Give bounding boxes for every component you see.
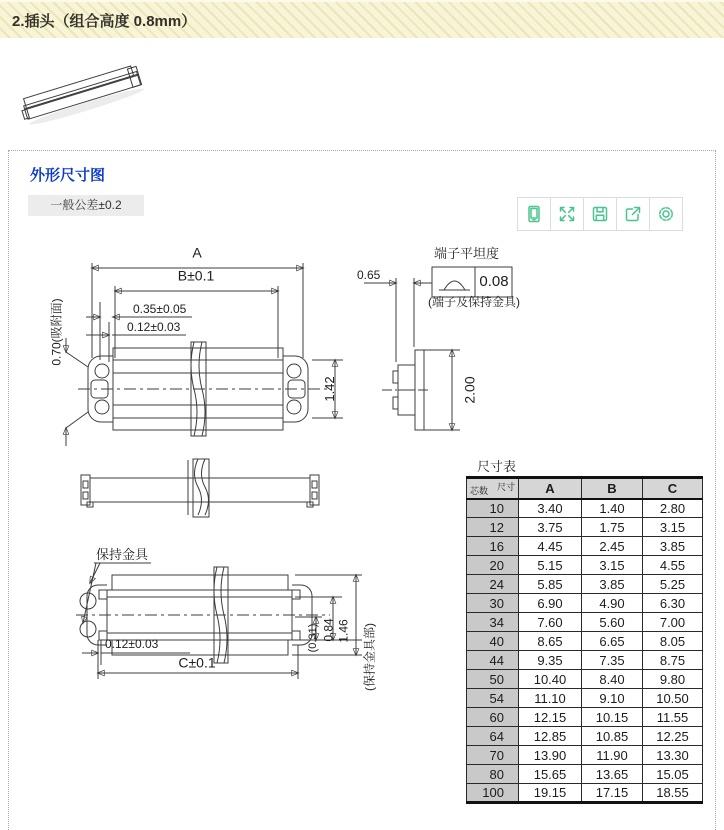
cell-dim-c: 8.05 bbox=[643, 632, 703, 651]
cell-dim-a: 10.40 bbox=[519, 670, 582, 689]
dim-label-084: 0.84 bbox=[321, 618, 336, 642]
cell-pin-count: 44 bbox=[467, 651, 519, 670]
table-row bbox=[467, 518, 703, 537]
cell-dim-a: 5.85 bbox=[519, 575, 582, 594]
cell-pin-count: 30 bbox=[467, 594, 519, 613]
dim-label-c: C±0.1 bbox=[178, 654, 216, 671]
fullscreen-button[interactable] bbox=[550, 197, 584, 231]
dim-label-142: 1.42 bbox=[321, 376, 337, 402]
cell-dim-a: 4.45 bbox=[519, 537, 582, 556]
cell-dim-a: 12.85 bbox=[519, 727, 582, 746]
cell-dim-c: 8.75 bbox=[643, 651, 703, 670]
save-button[interactable] bbox=[583, 197, 617, 231]
cell-dim-b: 11.90 bbox=[582, 746, 643, 765]
flatness-symbol bbox=[439, 281, 470, 290]
table-row bbox=[467, 727, 703, 746]
dim-label-200: 2.00 bbox=[461, 376, 478, 404]
table-row bbox=[467, 708, 703, 727]
cell-pin-count: 50 bbox=[467, 670, 519, 689]
cell-dim-b: 1.40 bbox=[582, 499, 643, 518]
table-row bbox=[467, 651, 703, 670]
cell-pin-count: 54 bbox=[467, 689, 519, 708]
export-button[interactable] bbox=[616, 197, 650, 231]
cell-dim-b: 1.75 bbox=[582, 518, 643, 537]
dim-label-031: (0.31) bbox=[306, 623, 319, 653]
table-title: 尺寸表 bbox=[477, 459, 517, 474]
column-header-c: C bbox=[643, 478, 703, 499]
corner-label-pins: 芯数 bbox=[470, 485, 489, 496]
section-title: 外形尺寸图 bbox=[30, 167, 106, 184]
cell-dim-b: 7.35 bbox=[582, 651, 643, 670]
cell-dim-b: 3.15 bbox=[582, 556, 643, 575]
cell-dim-c: 5.25 bbox=[643, 575, 703, 594]
cell-pin-count: 16 bbox=[467, 537, 519, 556]
cell-dim-b: 10.85 bbox=[582, 727, 643, 746]
cell-pin-count: 64 bbox=[467, 727, 519, 746]
cell-dim-c: 3.85 bbox=[643, 537, 703, 556]
cell-dim-a: 8.65 bbox=[519, 632, 582, 651]
cell-pin-count: 100 bbox=[467, 784, 519, 803]
dim-label-065: 0.65 bbox=[357, 268, 381, 282]
settings-button[interactable] bbox=[649, 197, 683, 231]
cell-dim-c: 10.50 bbox=[643, 689, 703, 708]
cell-dim-c: 13.30 bbox=[643, 746, 703, 765]
cell-pin-count: 70 bbox=[467, 746, 519, 765]
flatness-note: (端子及保持金具) bbox=[428, 295, 520, 309]
dim-label-b: B±0.1 bbox=[177, 267, 215, 284]
dimension-table bbox=[466, 476, 703, 804]
flatness-title: 端子平坦度 bbox=[434, 246, 500, 261]
cell-pin-count: 24 bbox=[467, 575, 519, 594]
dim-label-035: 0.35±0.05 bbox=[133, 302, 187, 316]
save-icon bbox=[590, 204, 610, 224]
cell-dim-c: 9.80 bbox=[643, 670, 703, 689]
cell-dim-a: 19.15 bbox=[519, 784, 582, 803]
cell-pin-count: 10 bbox=[467, 499, 519, 518]
table-row bbox=[467, 499, 703, 518]
cell-dim-b: 3.85 bbox=[582, 575, 643, 594]
label-suction-face: 0.70(吸附面) bbox=[49, 298, 64, 366]
table-row bbox=[467, 670, 703, 689]
table-row bbox=[467, 784, 703, 803]
cell-dim-c: 11.55 bbox=[643, 708, 703, 727]
cell-dim-b: 5.60 bbox=[582, 613, 643, 632]
mobile-preview-icon bbox=[524, 204, 544, 224]
settings-icon bbox=[656, 204, 676, 224]
cell-pin-count: 20 bbox=[467, 556, 519, 575]
cell-dim-c: 2.80 bbox=[643, 499, 703, 518]
cell-dim-b: 9.10 bbox=[582, 689, 643, 708]
fullscreen-icon bbox=[557, 204, 577, 224]
dim-label-a: A bbox=[192, 244, 202, 261]
cell-dim-a: 15.65 bbox=[519, 765, 582, 784]
cell-dim-b: 6.65 bbox=[582, 632, 643, 651]
cell-dim-b: 13.65 bbox=[582, 765, 643, 784]
mobile-preview-button[interactable] bbox=[517, 197, 551, 231]
product-photo bbox=[12, 52, 157, 144]
cell-dim-a: 11.10 bbox=[519, 689, 582, 708]
cell-pin-count: 80 bbox=[467, 765, 519, 784]
cell-pin-count: 60 bbox=[467, 708, 519, 727]
cell-dim-a: 12.15 bbox=[519, 708, 582, 727]
drawing-toolbar bbox=[518, 197, 683, 231]
table-row bbox=[467, 689, 703, 708]
cell-dim-b: 10.15 bbox=[582, 708, 643, 727]
column-header-a: A bbox=[519, 478, 582, 499]
column-header-b: B bbox=[582, 478, 643, 499]
tolerance-badge: 一般公差±0.2 bbox=[28, 195, 144, 216]
flatness-value: 0.08 bbox=[479, 272, 509, 290]
cell-dim-c: 15.05 bbox=[643, 765, 703, 784]
cell-dim-c: 12.25 bbox=[643, 727, 703, 746]
table-row bbox=[467, 556, 703, 575]
fitting-part-label: (保持金具部) bbox=[362, 623, 377, 691]
cell-dim-a: 6.90 bbox=[519, 594, 582, 613]
cell-dim-c: 18.55 bbox=[643, 784, 703, 803]
cell-dim-c: 4.55 bbox=[643, 556, 703, 575]
cell-dim-c: 6.30 bbox=[643, 594, 703, 613]
table-row bbox=[467, 594, 703, 613]
cell-pin-count: 12 bbox=[467, 518, 519, 537]
export-icon bbox=[623, 204, 643, 224]
cell-dim-c: 3.15 bbox=[643, 518, 703, 537]
table-row bbox=[467, 632, 703, 651]
corner-label-size: 尺寸 bbox=[496, 482, 515, 492]
cell-dim-a: 9.35 bbox=[519, 651, 582, 670]
cell-dim-a: 3.40 bbox=[519, 499, 582, 518]
table-corner-cell bbox=[467, 478, 519, 499]
cell-dim-b: 17.15 bbox=[582, 784, 643, 803]
table-row bbox=[467, 746, 703, 765]
section-header-bar bbox=[0, 0, 724, 38]
cell-pin-count: 34 bbox=[467, 613, 519, 632]
dim-label-146: 1.46 bbox=[336, 619, 351, 643]
table-row bbox=[467, 537, 703, 556]
cell-dim-a: 3.75 bbox=[519, 518, 582, 537]
cell-dim-a: 7.60 bbox=[519, 613, 582, 632]
table-row bbox=[467, 575, 703, 594]
table-row bbox=[467, 613, 703, 632]
cell-dim-b: 2.45 bbox=[582, 537, 643, 556]
page-title: 2.插头（组合高度 0.8mm） bbox=[12, 12, 197, 30]
cell-dim-a: 5.15 bbox=[519, 556, 582, 575]
cell-dim-b: 4.90 bbox=[582, 594, 643, 613]
dim-label-012: 0.12±0.03 bbox=[127, 320, 181, 334]
cell-dim-a: 13.90 bbox=[519, 746, 582, 765]
cell-dim-c: 7.00 bbox=[643, 613, 703, 632]
fitting-label: 保持金具 bbox=[96, 547, 149, 562]
cell-dim-b: 8.40 bbox=[582, 670, 643, 689]
table-row bbox=[467, 765, 703, 784]
outline-drawing-bottom bbox=[30, 455, 450, 735]
cell-pin-count: 40 bbox=[467, 632, 519, 651]
dim-label-012-bottom: 0.12±0.03 bbox=[105, 637, 159, 651]
